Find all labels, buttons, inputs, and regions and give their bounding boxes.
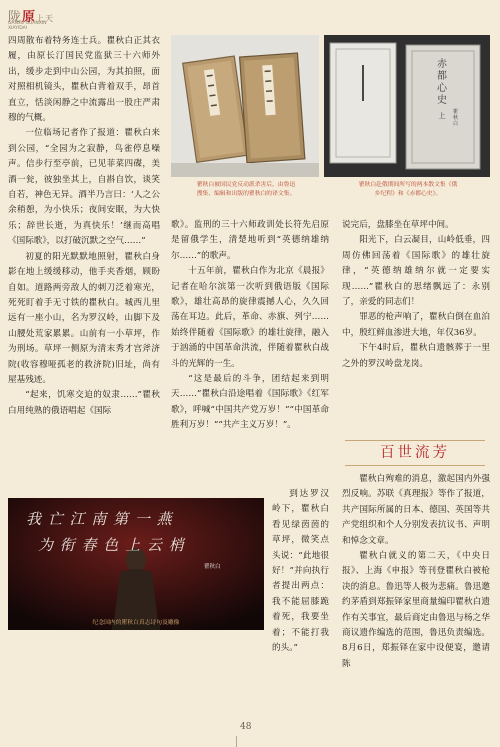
masthead-logo (8, 6, 80, 32)
paragraph: “起来，饥寒交迫的奴隶……”瞿秋白用纯熟的俄语唱起《国际 (8, 390, 160, 416)
logo-subtitle-2: XIAYIDAI (8, 26, 28, 31)
photo-statue (8, 498, 264, 630)
logo-char-3: 上天 (36, 14, 55, 23)
paragraph: 阳光下，白云凝目，山岭低垂，四周仿佛回荡着《国际歌》的雄壮旋律，“英德纳雄纳尔就一定要实现……”瞿秋白的思绪飘远了：永别了，亲爱的同志们！ (342, 235, 490, 308)
section-heading: 百世流芳 (345, 440, 485, 466)
photo-books-2-caption: 瞿秋白赴俄期间所写的两本散文集《俄 乡纪程》和《赤都心史》。 (358, 182, 458, 197)
essay-books-image (324, 35, 490, 177)
logo-subtitle-1: GANSU GUANXIN (8, 21, 47, 26)
book-author: 瞿秋白 (453, 109, 459, 127)
page-divider (236, 736, 237, 747)
book-volume: 上 (438, 112, 446, 120)
paragraph: “这是最后的斗争，团结起来到明天……”瞿秋白沿途唱着《国际歌》《红军歌》，呼喊“中国共产党万岁！”“中国革命胜利万岁！”“共产主义万岁！”。 (171, 374, 329, 431)
calligraphy-line-2: 为 衔 春 色 上 云 梢 (38, 536, 185, 554)
paragraph: 说完后，盘膝坐在草坪中间。 (342, 220, 454, 230)
page-number: 48 (240, 722, 252, 732)
calligraphy-signature: 瞿秋白 (204, 564, 221, 570)
photo-books-1-caption: 瞿秋白被国民党反动派杀害后，由鲁迅 搜集、编辑和出版的瞿秋白的译文集。 (196, 182, 296, 197)
article-column-3a (342, 218, 490, 434)
paragraph: 四周散布着特务连士兵。瞿秋白正其衣履，由原长汀国民党监狱三十六师外出，缓步走到中山公园，为其拍照，面对照相机镜头，瞿秋白背着双手，昂首直立，恬淡闲静之中流露出一股庄严肃穆的气概。 (8, 36, 160, 124)
article-column-3b (342, 472, 490, 669)
photo-books-2 (324, 35, 490, 177)
paragraph: 罪恶的枪声响了，瞿秋白倒在血泊中，殷红鲜血渗进大地，年仅36岁。 (342, 312, 490, 338)
logo-char-2: 原 (22, 10, 37, 25)
paragraph: 初夏的阳光默默地照射，瞿秋白身影在地上缓缓移动，他手夹香烟，顾盼自如。道路两旁敌人的刺刀泛着寒光，死死盯着手无寸铁的瞿秋白。城西儿里远有一座小山，名为罗汉岭，山脚下及山腰处荒家累累。山前有一小草坪，作为刑场。草坪一侧原为清末秀才宫斧济院(收容穆哑孤老的救济院)旧址，尚有屋基残迹。 (8, 251, 160, 385)
paragraph: 瞿秋白殉难的消息，激起国内外强烈反响。苏联《真理报》等作了报道，共产国际所属的日本、德国、英国等共产党组织和个人分别发表抗议书、声明和悼念文章。 (342, 474, 490, 546)
book-title: 赤都心史 (437, 59, 447, 106)
paragraph: 歌》。监刑的三十六师政训处长符先启原是留俄学生，清楚地听到“英德纳雄纳尔……”的歌声。 (171, 220, 329, 261)
article-column-1 (8, 34, 160, 486)
paragraph: 一位临场记者作了报道：瞿秋白来到公园，“全园为之寂静，鸟雀停息噪声。信步行至亭前，已见菲菜四碟，美酒一瓮，彼独坐其上，自斟自饮，谈笑自若，神色无异。酒半乃言曰：‘人之公余稍憩，为小快乐；夜间安眠，为大快乐；辞世长逝，为真快乐！’继而高唱《国际歌》，以打破沉默之空气……” (8, 128, 160, 247)
article-column-2 (171, 218, 329, 486)
paragraph: 十五年前，瞿秋白作为北京《晨报》记者在哈尔滨第一次听到俄语版《国际歌》，雄壮高昂的旋律震撼人心，久久回荡在耳边。此后，革命、赤旗、列宁……始终伴随着《国际歌》的雄壮旋律，融入于汹涌的中国革命洪流，伴随着瞿秋白战斗的光辉的一生。 (171, 266, 329, 369)
photo-books-1 (171, 35, 319, 177)
paragraph: 瞿秋白就义的第二天，《中央日报》、上海《申报》等刊登瞿秋白被枪决的消息。鲁迅等人极为悲痛。鲁迅邀约茅盾到郑振铎家里商量编印瞿秋白遗作有关事宜，最后商定由鲁迅与杨之华商议遗作编选的范围，鲁迅负责编选。8月6日，郑振铎在家中设便宴，邀请陈 (342, 551, 490, 669)
paragraph: 下午4时后，瞿秋白遗骸葬于一里之外的罗汉岭盘龙岗。 (342, 343, 490, 369)
article-column-2b (272, 487, 329, 654)
old-books-image (171, 35, 319, 177)
paragraph: 到达罗汉岭下，瞿秋白看见绿茵茵的草坪，微笑点头说：“此地很好！”并向执行者提出两点：我不能屈膝跪着死，我要坐着；不能打我的头。” (272, 489, 329, 654)
logo-char-1: 陇 (8, 10, 23, 25)
calligraphy-line-1: 我 亡 江 南 第 一 燕 (26, 510, 173, 528)
photo-statue-caption: 纪念国内的瞿秋白真志诗句及雕像 (92, 620, 180, 626)
